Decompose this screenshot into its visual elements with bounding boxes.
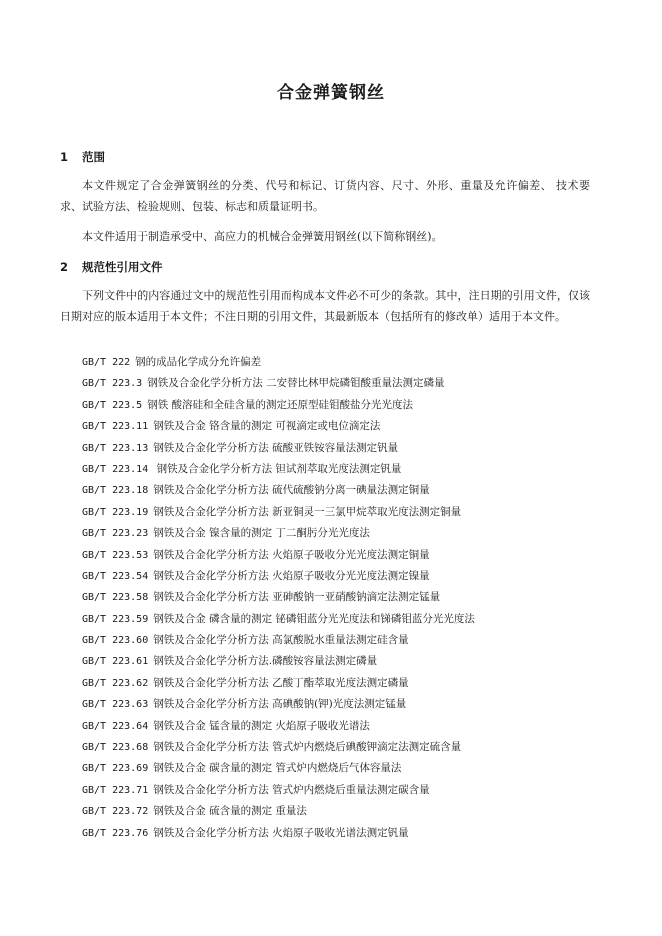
- reference-item: [82, 716, 475, 737]
- reference-item: [82, 566, 475, 587]
- reference-code: GB/T 223.11: [82, 421, 149, 433]
- reference-title: 钢铁及合金化学分析方法 管式炉内燃烧后碘酸钾滴定法测定硫含量: [153, 741, 462, 754]
- reference-title: 钢铁及合金 镍含量的测定 丁二酮肟分光光度法: [153, 527, 370, 540]
- reference-item: [82, 459, 475, 480]
- reference-code: GB/T 223.3: [82, 378, 143, 390]
- section-1-heading: [60, 149, 105, 165]
- reference-code: GB/T 223.5: [82, 399, 143, 411]
- reference-title: 钢铁及合金化学分析方法 二安替比林甲烷磷钼酸重量法测定磷量: [147, 377, 445, 390]
- faint-watermark: [160, 905, 500, 919]
- reference-title: 钢铁 酸溶硅和全硅含量的测定还原型硅钼酸盐分光光度法: [147, 398, 414, 411]
- reference-item: [82, 758, 475, 779]
- reference-title: 钢铁及合金 碳含量的测定 管式炉内燃烧后气体容量法: [153, 762, 402, 775]
- reference-title: 钢的成品化学成分允许偏差: [135, 356, 262, 368]
- reference-code: GB/T 223.19: [82, 506, 149, 518]
- section-1-paragraph-2: 本文件适用于制造承受中、高应力的机械合金弹簧用钢丝(以下简称钢丝)。: [82, 230, 443, 243]
- reference-item: [82, 523, 475, 544]
- section-2-number: 2: [60, 260, 69, 274]
- reference-code: GB/T 223.61: [82, 656, 149, 668]
- reference-title: 钢铁及合金 磷含量的测定 铋磷钼蓝分光光度法和锑磷钼蓝分光光度法: [153, 612, 475, 625]
- reference-item: [82, 780, 475, 801]
- reference-code: GB/T 223.69: [82, 763, 149, 775]
- reference-code: GB/T 222: [82, 357, 131, 368]
- reference-item: [82, 609, 475, 630]
- reference-item: [82, 416, 475, 437]
- reference-code: GB/T 223.58: [82, 592, 149, 604]
- reference-item: [82, 673, 475, 694]
- reference-item: [82, 823, 475, 844]
- reference-code: GB/T 223.60: [82, 635, 149, 647]
- reference-code: GB/T 223.53: [82, 549, 149, 561]
- reference-title: 钢铁及合金化学分析方法 新亚铜灵一三氯甲烷萃取光度法测定铜量: [153, 505, 462, 518]
- reference-title: 钢铁及合金 锰含量的测定 火焰原子吸收光谱法: [153, 719, 370, 732]
- section-2-paragraph-1: 下列文件中的内容通过文中的规范性引用而构成本文件必不可少的条款。其中，注日期的引用文件，仅该日期对应的版本适用于本文件；不注日期的引用文件，其最新版本（包括所有的修改单）适用于本文件。: [60, 289, 590, 323]
- reference-title: 钢铁及合金化学分析方法 硫代硫酸钠分离一碘量法测定铜量: [153, 484, 430, 497]
- reference-title: 钢铁及合金化学分析方法 火焰原子吸收分光光度法测定铜量: [153, 548, 430, 561]
- reference-item: [82, 630, 475, 651]
- reference-title: 钢铁及合金 硫含量的测定 重量法: [153, 805, 307, 818]
- normative-references-list: [82, 352, 475, 844]
- reference-code: GB/T 223.13: [82, 442, 149, 454]
- reference-item: [82, 651, 475, 672]
- reference-title: 钢铁及合金化学分析方法 硫酸亚铁铵容量法测定钒量: [153, 441, 399, 454]
- reference-title: 钢铁及合金化学分析方法 亚砷酸钠一亚硝酸钠滴定法测定锰量: [153, 591, 441, 604]
- reference-code: GB/T 223.62: [82, 677, 149, 689]
- document-title: 合金弹簧钢丝: [277, 83, 385, 103]
- reference-code: GB/T 223.59: [82, 613, 149, 625]
- reference-title: 钢铁及合金化学分析方法 钽试剂萃取光度法测定钒量: [153, 462, 402, 475]
- reference-code: GB/T 223.64: [82, 720, 149, 732]
- reference-code: GB/T 223.68: [82, 742, 149, 754]
- reference-code: GB/T 223.14: [82, 463, 149, 475]
- section-1-title: 范围: [82, 150, 105, 164]
- reference-item: [82, 438, 475, 459]
- reference-item: [82, 502, 475, 523]
- reference-code: GB/T 223.23: [82, 528, 149, 540]
- reference-item: [82, 373, 475, 394]
- reference-code: GB/T 223.54: [82, 570, 149, 582]
- reference-item: [82, 480, 475, 501]
- reference-code: GB/T 223.76: [82, 827, 149, 839]
- reference-title: 钢铁及合金化学分析方法 高碘酸钠(钾)光度法测定锰量: [153, 698, 407, 711]
- reference-item: [82, 587, 475, 608]
- section-1-paragraph-1: 本文件规定了合金弹簧钢丝的分类、代号和标记、订货内容、尺寸、外形、重量及允许偏差、 技术要求、试验方法、检验规则、包装、标志和质量证明书。: [60, 179, 590, 213]
- reference-title: 钢铁及合金 铬含量的测定 可视滴定或电位滴定法: [153, 420, 381, 433]
- reference-code: GB/T 223.72: [82, 806, 149, 818]
- section-2-heading: [60, 259, 163, 275]
- reference-item: [82, 545, 475, 566]
- reference-title: 钢铁及合金化学分析方法 火焰原子吸收分光光度法测定镍量: [153, 569, 430, 582]
- reference-title: 钢铁及合金化学分析方法 管式炉内燃烧后重量法测定碳含量: [153, 783, 430, 796]
- reference-item: [82, 694, 475, 715]
- reference-title: 钢铁及合金化学分析方法 乙酸丁酯萃取光度法测定磷量: [153, 676, 409, 689]
- reference-item: [82, 352, 475, 373]
- reference-item: [82, 395, 475, 416]
- section-2-title: 规范性引用文件: [82, 260, 163, 274]
- reference-title: 钢铁及合金化学分析方法.磷酸铵容量法测定磷量: [153, 655, 378, 668]
- reference-item: [82, 801, 475, 822]
- reference-code: GB/T 223.18: [82, 485, 149, 497]
- section-1-number: 1: [60, 150, 69, 164]
- reference-title: 钢铁及合金化学分析方法 高氯酸脱水重量法测定硅含量: [153, 634, 409, 647]
- reference-code: GB/T 223.71: [82, 784, 149, 796]
- reference-code: GB/T 223.63: [82, 699, 149, 711]
- reference-title: 钢铁及合金化学分析方法 火焰原子吸收光谱法测定钒量: [153, 826, 409, 839]
- reference-item: [82, 737, 475, 758]
